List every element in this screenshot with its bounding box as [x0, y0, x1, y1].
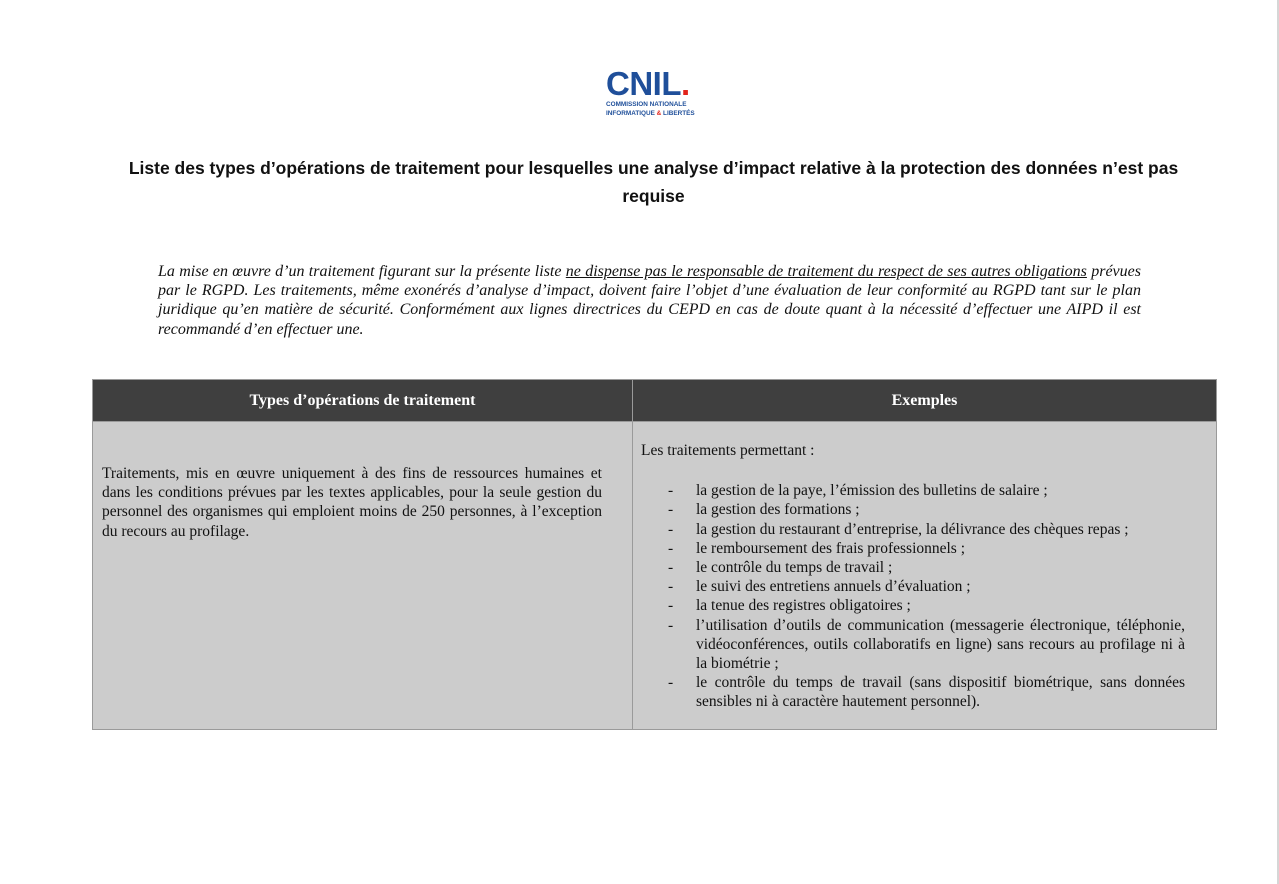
- list-item: - l’utilisation d’outils de communication (messagerie électronique, téléphonie, vidéoconférences, outils collaboratifs en ligne) sans recours au profilage ni à la biométrie ;: [668, 616, 1185, 673]
- dash-bullet: -: [668, 597, 674, 615]
- list-item: - le contrôle du temps de travail (sans dispositif biométrique, sans données sensibles ni à caractère hautement personnel).: [668, 674, 1185, 711]
- dash-bullet: -: [668, 578, 674, 596]
- list-item: - la gestion du restaurant d’entreprise, la délivrance des chèques repas ;: [668, 520, 1129, 538]
- logo-subtitle-line1: COMMISSION NATIONALE: [606, 101, 687, 108]
- list-item: - la gestion de la paye, l’émission des bulletins de salaire ;: [668, 482, 1048, 500]
- logo-dot: .: [681, 65, 690, 102]
- table-row: [93, 422, 1217, 730]
- page-title: Liste des types d’opérations de traitement pour lesquelles une analyse d’impact relative à la protection des données n’est pas requise: [128, 158, 1179, 206]
- dash-bullet: -: [668, 539, 674, 557]
- header-types: Types d’opérations de traitement: [93, 380, 633, 422]
- intro-paragraph: La mise en œuvre d’un traitement figurant sur la présente liste ne dispense pas le responsable de traitement du respect de ses autres obligations prévues par le RGPD. Les traitements, même exonérés d’analyse d’impact, doivent faire l’objet d’une évaluation de leur conformité au RGPD tant sur le plan juridique qu’en matière de sécurité. Conformément aux lignes directrices du CEPD en cas de doute quant à la nécessité d’effectuer une AIPD il est recommandé d’en effectuer une.: [158, 263, 1141, 338]
- dash-bullet: -: [668, 520, 674, 538]
- examples-cell: [633, 422, 1217, 730]
- dash-bullet: -: [668, 482, 674, 500]
- dash-bullet: -: [668, 616, 674, 634]
- list-item: - la gestion des formations ;: [668, 501, 860, 519]
- list-item: - le suivi des entretiens annuels d’évaluation ;: [668, 578, 971, 596]
- list-item: - la tenue des registres obligatoires ;: [668, 597, 911, 615]
- cnil-logo: [606, 65, 706, 120]
- intro-underlined: ne dispense pas le responsable de traitement du respect de ses autres obligations: [565, 263, 1087, 280]
- operations-table: [92, 379, 1217, 730]
- dash-bullet: -: [668, 501, 674, 519]
- table-header-row: [93, 380, 1217, 422]
- list-item: - le contrôle du temps de travail ;: [668, 559, 893, 577]
- logo-subtitle-line2: INFORMATIQUE & LIBERTÉS: [606, 109, 695, 117]
- examples-intro: Les traitements permettant :: [641, 442, 815, 459]
- logo-wordmark: CNIL.: [606, 65, 690, 102]
- examples-list: [641, 481, 1185, 711]
- type-cell: Traitements, mis en œuvre uniquement à des fins de ressources humaines et dans les conditions prévues par les textes applicables, pour la seule gestion du personnel des organismes qui emploient moins de 250 personnes, à l’exception du recours au profilage.: [93, 422, 633, 730]
- dash-bullet: -: [668, 674, 674, 692]
- list-item: - le remboursement des frais professionnels ;: [668, 539, 966, 557]
- dash-bullet: -: [668, 559, 674, 577]
- header-examples: Exemples: [633, 380, 1217, 422]
